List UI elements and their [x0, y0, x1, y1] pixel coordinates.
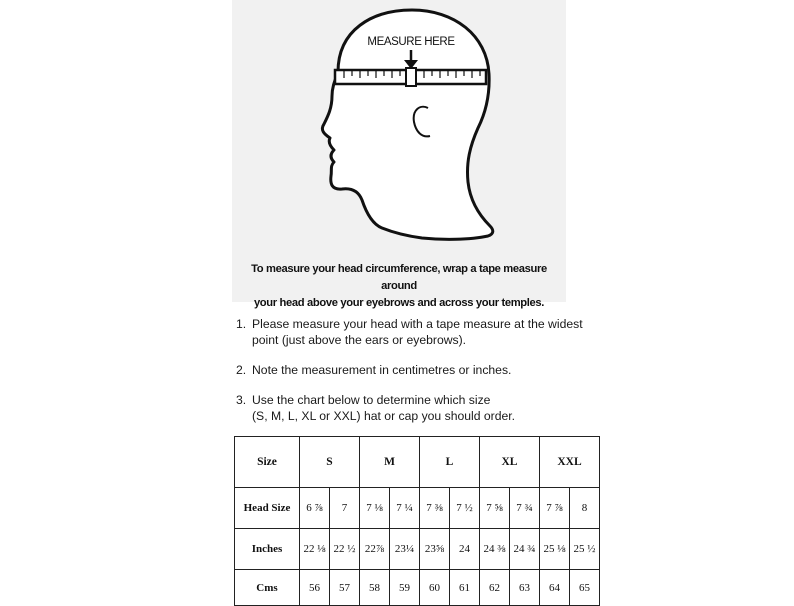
table-cell: 24 ⅜	[480, 529, 510, 570]
instruction-step	[236, 392, 596, 424]
table-cell: 7	[330, 488, 360, 529]
table-cell: 7 ¾	[510, 488, 540, 529]
step-number: 2.	[236, 363, 247, 377]
step-text: Please measure your head with a tape measure at the widest	[252, 317, 583, 331]
table-cell: 7 ⅞	[540, 488, 570, 529]
instruction-step	[236, 316, 596, 348]
table-cell: 57	[330, 570, 360, 606]
table-row	[235, 570, 600, 606]
row-label: Inches	[235, 529, 300, 570]
instruction-step	[236, 362, 596, 378]
table-cell: 22 ½	[330, 529, 360, 570]
table-cell: 25 ⅛	[540, 529, 570, 570]
size-chart-table	[234, 436, 600, 606]
measurement-caption	[232, 261, 566, 312]
row-label: Cms	[235, 570, 300, 606]
table-cell: 6 ⅞	[300, 488, 330, 529]
step-text: point (just above the ears or eyebrows).	[252, 333, 467, 347]
table-cell: 60	[420, 570, 450, 606]
caption-line: your head above your eyebrows and across your temples.	[253, 297, 545, 309]
table-cell: 59	[390, 570, 420, 606]
table-cell: 65	[570, 570, 600, 606]
row-label: Head Size	[235, 488, 300, 529]
table-cell: 24	[450, 529, 480, 570]
step-text: Use the chart below to determine which size	[252, 393, 491, 407]
head-silhouette-image	[232, 0, 566, 302]
size-column-header: S	[300, 437, 360, 488]
table-row	[235, 488, 600, 529]
table-cell: 22 ⅛	[300, 529, 330, 570]
size-header-row	[235, 437, 600, 488]
step-text: Note the measurement in centimetres or inches.	[252, 363, 512, 377]
size-column-header: L	[420, 437, 480, 488]
caption-line: To measure your head circumference, wrap a tape measure around	[251, 263, 547, 292]
step-text: (S, M, L, XL or XXL) hat or cap you should order.	[252, 409, 516, 423]
size-column-header: XXL	[540, 437, 600, 488]
size-column-header: M	[360, 437, 420, 488]
instructions-list	[236, 316, 596, 438]
table-cell: 7 ½	[450, 488, 480, 529]
table-cell: 7 ¼	[390, 488, 420, 529]
table-cell: 7 ⅛	[360, 488, 390, 529]
table-cell: 23⅝	[420, 529, 450, 570]
step-number: 1.	[236, 317, 247, 331]
table-cell: 64	[540, 570, 570, 606]
table-cell: 61	[450, 570, 480, 606]
step-number: 3.	[236, 393, 247, 407]
table-cell: 58	[360, 570, 390, 606]
size-header-label: Size	[235, 437, 300, 488]
table-cell: 7 ⅝	[480, 488, 510, 529]
table-cell: 56	[300, 570, 330, 606]
table-cell: 7 ⅜	[420, 488, 450, 529]
table-cell: 25 ½	[570, 529, 600, 570]
table-cell: 24 ¾	[510, 529, 540, 570]
table-row	[235, 529, 600, 570]
table-cell: 62	[480, 570, 510, 606]
table-cell: 22⅞	[360, 529, 390, 570]
head-measurement-illustration	[232, 0, 566, 309]
table-cell: 23¼	[390, 529, 420, 570]
measure-here-label: MEASURE HERE	[367, 36, 455, 48]
table-cell: 63	[510, 570, 540, 606]
size-column-header: XL	[480, 437, 540, 488]
table-cell: 8	[570, 488, 600, 529]
